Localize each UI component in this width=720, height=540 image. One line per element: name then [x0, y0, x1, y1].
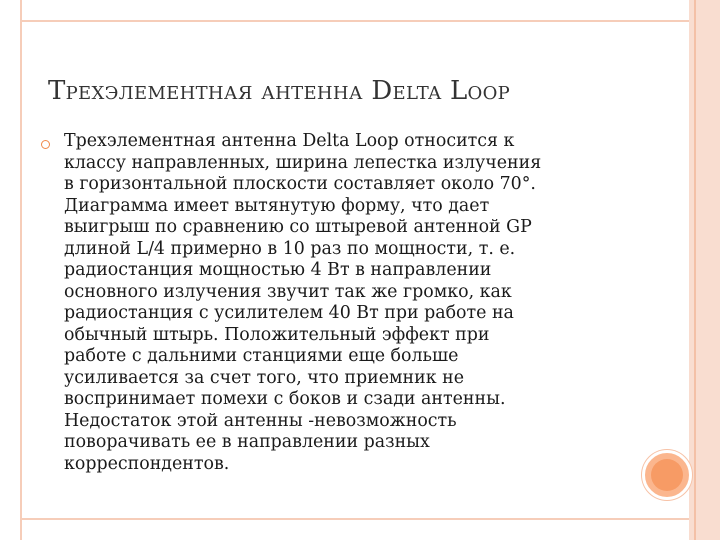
top-border-line: [20, 20, 689, 22]
body-line: корреспондентов.: [64, 453, 230, 474]
body-line: Диаграмма имеет вытянутую форму, что дает: [64, 195, 490, 216]
slide-body: [64, 131, 624, 475]
body-line: классу направленных, ширина лепестка излучения: [64, 152, 542, 173]
body-line: воспринимает помехи с боков и сзади антенны.: [64, 389, 506, 409]
slide-title: Трехэлементная антенна Delta Loop: [48, 76, 511, 106]
body-line: Трехэлементная антенна Delta Loop относится к: [64, 131, 515, 151]
body-line: радиостанция с усилителем 40 Вт при работе на: [64, 303, 514, 323]
body-line: усиливается за счет того, что приемник не: [64, 367, 465, 388]
body-line: длиной L/4 примерно в 10 раз по мощности, т. е.: [64, 238, 516, 259]
body-line: основного излучения звучит так же громко, как: [64, 281, 512, 302]
body-line: поворачивать ее в направлении разных: [64, 432, 430, 452]
bottom-border-line: [20, 518, 689, 520]
body-line: радиостанция мощностью 4 Вт в направлении: [64, 260, 492, 280]
orange-circle-core: [651, 459, 683, 491]
body-line: Недостаток этой антенны -невозможность: [64, 410, 457, 431]
left-border-line: [20, 0, 22, 540]
body-line: в горизонтальной плоскости составляет около 70°.: [64, 174, 536, 194]
orange-circle-icon: [642, 450, 692, 500]
hollow-circle-bullet-icon: [41, 140, 50, 149]
right-border-inner-line: [694, 0, 696, 540]
right-border-band: [689, 0, 720, 540]
body-line: обычный штырь. Положительный эффект при: [64, 324, 490, 345]
body-line: работе с дальними станциями еще больше: [64, 346, 459, 366]
body-line: выигрыш по сравнению со штыревой антенной GP: [64, 217, 532, 237]
